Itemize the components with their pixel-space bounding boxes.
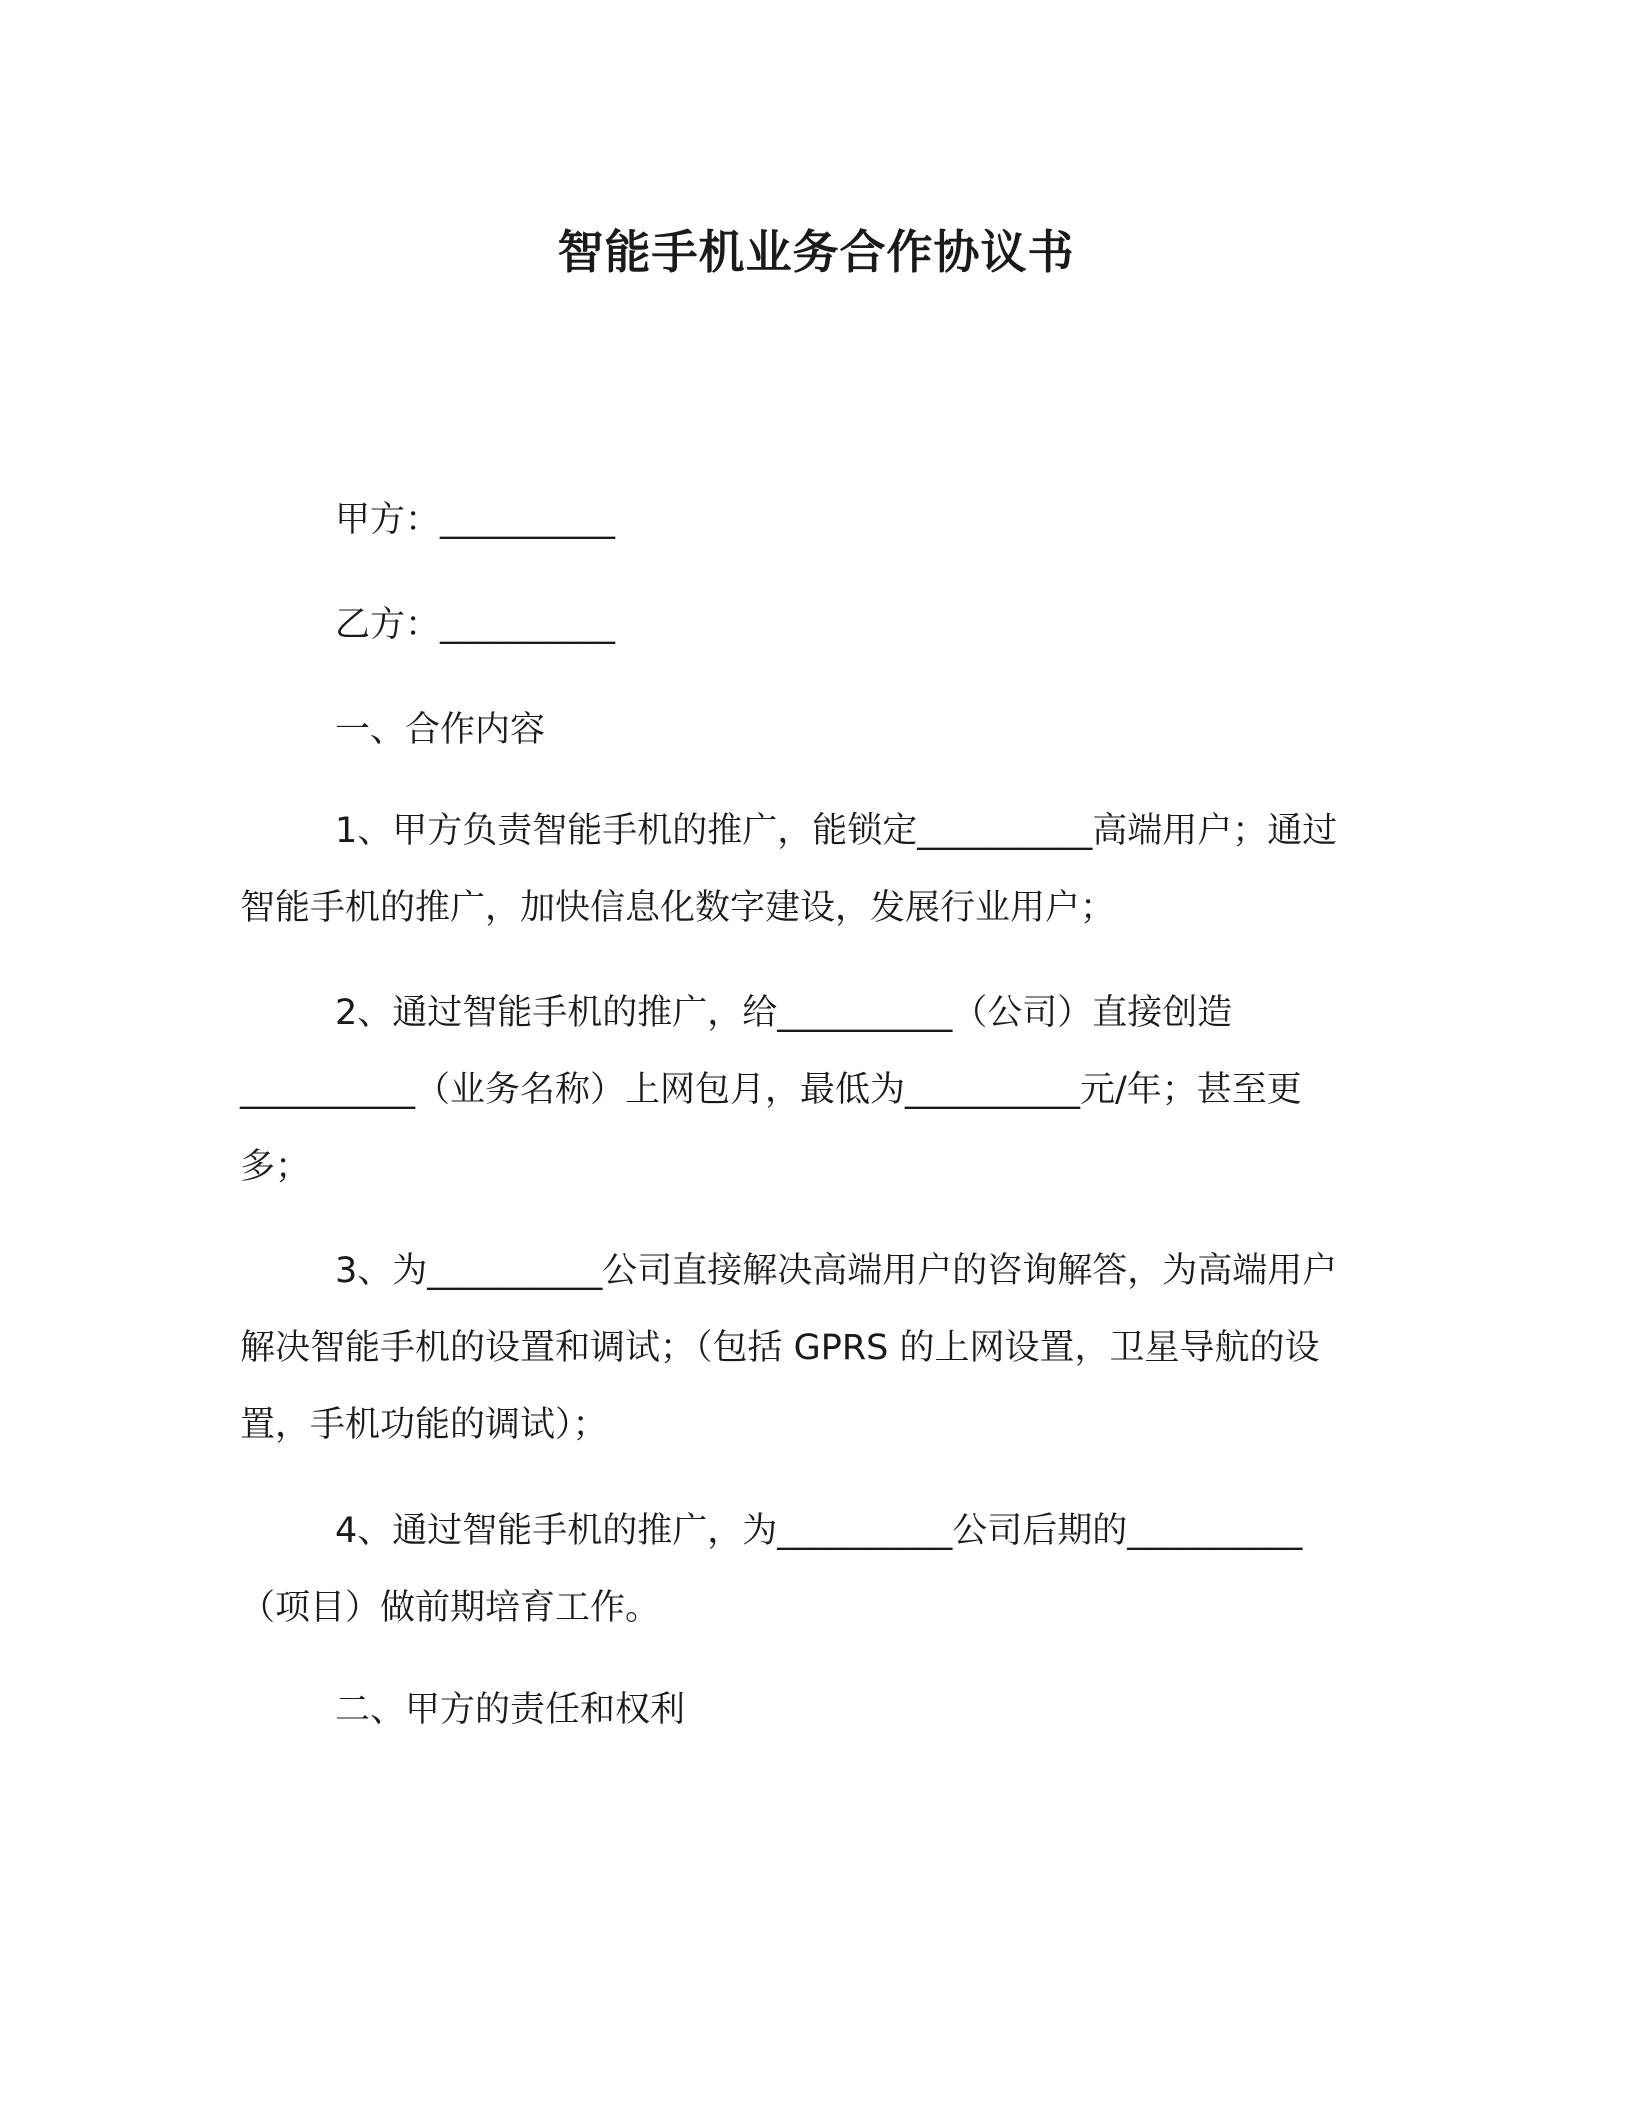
party-b-line: 乙方：__________ bbox=[335, 605, 616, 645]
clause-4: 4、通过智能手机的推广，为__________公司后期的__________（项目）做前期培育工作。 bbox=[240, 1511, 1303, 1628]
document-title: 智能手机业务合作协议书 bbox=[557, 225, 1075, 279]
clause-2: 2、通过智能手机的推广，给__________（公司）直接创造__________（业务名称）上网包月，最低为__________元/年；甚至更多； bbox=[240, 993, 1302, 1187]
party-a-line: 甲方：__________ bbox=[335, 500, 616, 540]
clause-3: 3、为__________公司直接解决高端用户的咨询解答，为高端用户解决智能手机的设置和调试；（包括 GPRS 的上网设置，卫星导航的设置，手机功能的调试）； bbox=[240, 1251, 1338, 1445]
section-heading-party-a-duties: 二、甲方的责任和权利 bbox=[335, 1690, 686, 1730]
section-heading-cooperation: 一、合作内容 bbox=[335, 710, 546, 750]
clause-1: 1、甲方负责智能手机的推广，能锁定__________高端用户；通过智能手机的推广，加快信息化数字建设，发展行业用户； bbox=[240, 811, 1338, 928]
